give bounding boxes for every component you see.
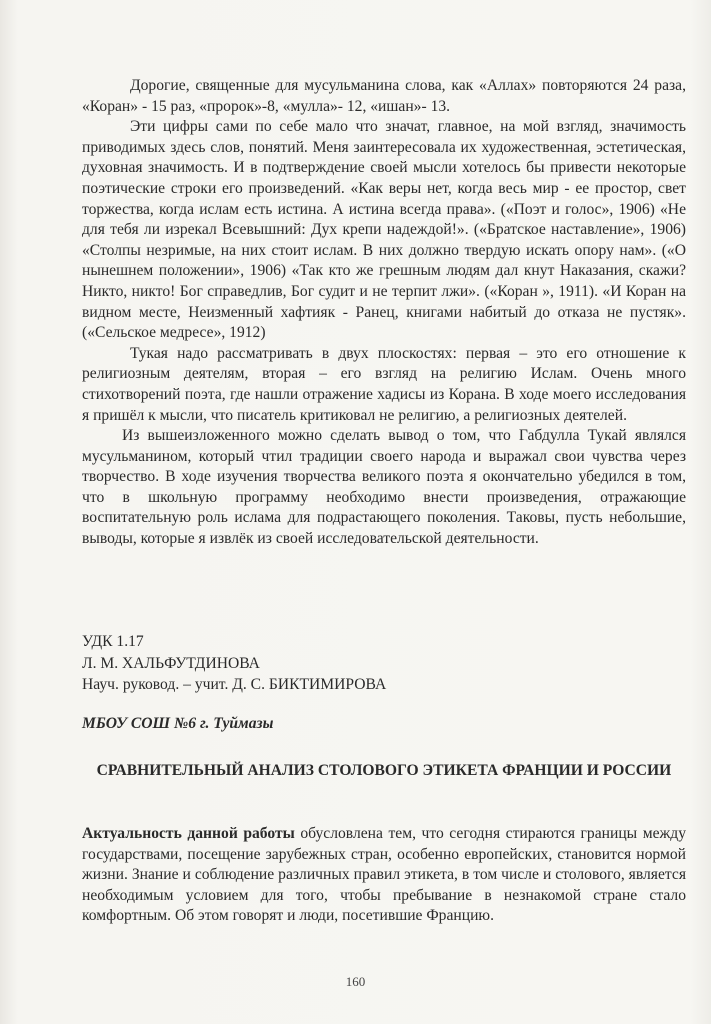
article-header xyxy=(82,631,642,696)
article-title: СРАВНИТЕЛЬНЫЙ АНАЛИЗ СТОЛОВОГО ЭТИКЕТА ФРАНЦИИ И РОССИИ xyxy=(96,762,672,779)
paragraph-words-count: Дорогие, священные для мусульманина слова, как «Аллах» повторяются 24 раза, «Коран» - 15 раз, «пророк»-8, «мулла»- 12, «ишан»- 13. xyxy=(82,77,686,115)
udk-code: УДК 1.17 xyxy=(82,633,144,650)
supervisor-line: Науч. руковод. – учит. Д. С. БИКТИМИРОВА xyxy=(82,676,387,693)
page-number: 160 xyxy=(345,974,366,989)
article-continuation xyxy=(82,76,686,550)
paragraph-conclusion: Из вышеизложенного можно сделать вывод о том, что Габдулла Тукай являлся мусульманином, который чтил традиции своего народа и выражал свои чувства через творчество. В ходе изучения творчества великого поэта я окончательно убедился в том, что в школьную программу необходимо внести произведения, отражающие воспитательную роль ислама для подрастающего поколения. Таковы, пусть небольшие, выводы, которые я извлёк из своей исследовательской деятельности. xyxy=(82,427,686,548)
author-name: Л. М. ХАЛЬФУТДИНОВА xyxy=(82,654,260,672)
paragraph-poetic-quotes: Эти цифры сами по себе мало что значат, главное, на мой взгляд, значимость приводимых здесь слов, понятий. Меня заинтересовала их художественная, эстетическая, духовная значимость. И в подтверждение своей мысли хотелось бы привести некоторые поэтические строки его произведений. «Как веры нет, когда весь мир - ее простор, свет торжества, когда ислам есть истина. А истина всегда права». («Поэт и голос», 1906) «Не для тебя ли изрекал Всевышний: Дух крепи надеждой!». («Братское наставление», 1906) «Столпы незримые, на них стоит ислам. В них должно твердую искать опору нам». («О нынешнем положении», 1906) «Так кто же грешным людям дал кнут Наказания, скажи? Никто, никто! Бог справедлив, Бог судит и не терпит лжи». («Коран », 1911). «И Коран на видном месте, Неизменный хафтияк - Ранец, книгами набитый до отказа не пустяк». («Сельское медресе», 1912) xyxy=(82,118,686,342)
relevance-lead: Актуальность данной работы xyxy=(82,825,295,842)
paragraph-relevance xyxy=(82,824,686,927)
relevance-text: обусловлена тем, что сегодня стираются границы между государствами, посещение зарубежных стран, особенно европейских, становится нормой жизни. Знание и соблюдение различных правил этикета, в том числе и столового, является необходимым условием для того, чтобы пребывание в незнакомой стране стало комфортным. Об этом говорят и люди, посетившие Францию. xyxy=(82,825,686,925)
paragraph-two-planes: Тукая надо рассматривать в двух плоскостях: первая – это его отношение к религиозным деятелям, вторая – его взгляд на религию Ислам. Очень много стихотворений поэта, где нашли отражение хадисы из Корана. В ходе моего исследования я пришёл к мысли, что писатель критиковал не религию, а религиозных деятелей. xyxy=(82,344,686,424)
school-name: МБОУ СОШ №6 г. Туймазы xyxy=(82,715,274,732)
